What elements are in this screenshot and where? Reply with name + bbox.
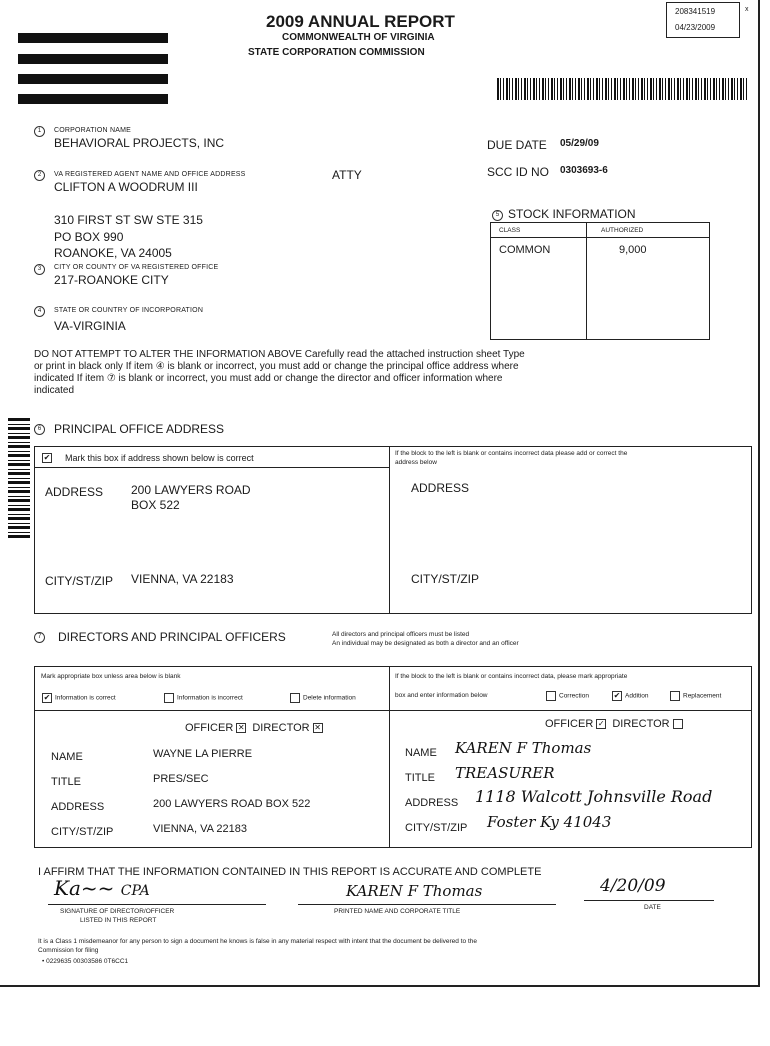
principal-address-label: ADDRESS [45, 485, 104, 499]
item-number-7: 7 [34, 632, 45, 643]
left-title-label: TITLE [51, 776, 81, 788]
left-officer-address: 200 LAWYERS ROAD BOX 522 [153, 798, 311, 810]
commonwealth-heading: COMMONWEALTH OF VIRGINIA [282, 32, 435, 43]
principal-right-note-2: address below [395, 459, 437, 466]
principal-right-note-1: If the block to the left is blank or contains incorrect data please add or correct the [395, 450, 628, 457]
stock-class: COMMON [499, 244, 551, 256]
left-name-label: NAME [51, 751, 83, 763]
footer-code: • 0229635 00303586 0T6CC1 [42, 958, 129, 965]
state-incorporation-value: VA-VIRGINIA [54, 319, 126, 333]
corporation-name-label: CORPORATION NAME [54, 127, 131, 134]
signature: Ka~~ CPA [54, 876, 150, 900]
city-county-value: 217-ROANOKE CITY [54, 273, 169, 287]
directors-box [34, 666, 752, 848]
right-csz-label[interactable]: CITY/ST/ZIP [411, 572, 480, 586]
scc-id-label: SCC ID NO [487, 165, 550, 179]
agent-label: VA REGISTERED AGENT NAME AND OFFICE ADDRESS [54, 171, 246, 178]
right-officer-title: TREASURER [455, 764, 555, 782]
instructions [34, 349, 744, 397]
report-title: 2009 ANNUAL REPORT [266, 12, 455, 31]
principal-address-1: 200 LAWYERS ROAD [131, 483, 251, 497]
side-barcode [8, 418, 30, 538]
printed-name-line [298, 904, 556, 905]
agent-name: CLIFTON A WOODRUM III [54, 180, 198, 194]
redaction-bar [18, 74, 168, 84]
corporation-name: BEHAVIORAL PROJECTS, INC [54, 136, 225, 150]
item-number-2: 2 [34, 170, 45, 181]
delete-info-option[interactable]: Delete information [287, 693, 356, 703]
due-date-label: DUE DATE [487, 138, 547, 152]
signature-label-1: SIGNATURE OF DIRECTOR/OFFICER [60, 908, 175, 915]
address-correct-label: Mark this box if address shown below is correct [65, 453, 254, 463]
stock-class-header: CLASS [499, 227, 521, 234]
right-officer-name: KAREN F Thomas [455, 739, 592, 757]
directors-note-1: All directors and principal officers must be listed [332, 631, 470, 638]
footer-warning-1: It is a Class 1 misdemeanor for any person to sign a document he knows is false in any material respect with intent that the document be delivered to the [38, 938, 477, 945]
agent-address-3: ROANOKE, VA 24005 [54, 246, 172, 260]
left-officer-flags: OFFICER ✕ DIRECTOR ✕ [185, 722, 321, 734]
agent-atty: ATTY [332, 168, 362, 182]
right-name-label: NAME [405, 747, 437, 759]
footer-warning-2: Commission for filing [38, 947, 99, 954]
principal-office-box [34, 446, 752, 614]
state-incorporation-label: STATE OR COUNTRY OF INCORPORATION [54, 307, 204, 314]
due-date-value: 05/29/09 [560, 138, 599, 149]
corner-mark: x [745, 6, 749, 13]
item-number-6: 6 [34, 424, 45, 435]
directors-title: DIRECTORS AND PRINCIPAL OFFICERS [58, 630, 286, 644]
right-header: If the block to the left is blank or contains incorrect data, please mark appropriate [395, 673, 628, 680]
date-label: DATE [644, 904, 661, 911]
item-number-1: 1 [34, 126, 45, 137]
left-address-label: ADDRESS [51, 801, 105, 813]
agent-address-1: 310 FIRST ST SW STE 315 [54, 213, 203, 227]
addition-option[interactable]: ✔ Addition [613, 691, 649, 700]
stock-info-title: STOCK INFORMATION [508, 207, 636, 221]
redaction-bar [18, 54, 168, 64]
agent-address-2: PO BOX 990 [54, 230, 124, 244]
item-number-5: 5 [492, 210, 503, 221]
left-officer-name: WAYNE LA PIERRE [153, 748, 253, 760]
principal-csz-label: CITY/ST/ZIP [45, 574, 114, 588]
signature-line [48, 904, 266, 905]
date-handwritten: 4/20/09 [600, 876, 666, 896]
item-number-4: 4 [34, 306, 45, 317]
info-correct-option[interactable]: ✔ Information is correct [43, 693, 116, 702]
barcode [497, 78, 749, 100]
printed-name-label: PRINTED NAME AND CORPORATE TITLE [334, 908, 461, 915]
instructions-line-3: indicated If item ⑦ is blank or incorrect, you must add or change the director and officer information where [34, 373, 503, 384]
right-officer-flags[interactable]: OFFICER ✓ DIRECTOR [545, 718, 686, 730]
right-header-2: box and enter information below [395, 692, 488, 699]
stock-table [490, 222, 710, 340]
instructions-line-1: DO NOT ATTEMPT TO ALTER THE INFORMATION ABOVE Carefully read the attached instruction sheet Type [34, 349, 525, 360]
scc-id-value: 0303693-6 [560, 165, 608, 176]
left-officer-title: PRES/SEC [153, 773, 209, 785]
right-officer-csz: Foster Ky 41043 [487, 813, 612, 831]
printed-name-handwritten: KAREN F Thomas [346, 882, 483, 900]
right-address-label: ADDRESS [405, 797, 459, 809]
date-line [584, 900, 714, 901]
instructions-line-4: indicated [34, 385, 75, 396]
address-correct-checkbox[interactable]: ✔ [43, 452, 51, 462]
principal-csz: VIENNA, VA 22183 [131, 572, 234, 586]
stamp-number: 208341519 [675, 7, 716, 16]
right-csz-label: CITY/ST/ZIP [405, 822, 468, 834]
right-address-label[interactable]: ADDRESS [411, 481, 470, 495]
correction-option[interactable]: Correction [543, 691, 589, 701]
replacement-option[interactable]: Replacement [667, 691, 721, 701]
left-header: Mark appropriate box unless area below is blank [41, 673, 181, 680]
stamp-date: 04/23/2009 [675, 23, 716, 32]
stock-authorized-header: AUTHORIZED [601, 227, 644, 234]
redaction-bar [18, 33, 168, 43]
city-county-label: CITY OR COUNTY OF VA REGISTERED OFFICE [54, 264, 219, 271]
redaction-bar [18, 94, 168, 104]
info-incorrect-option[interactable]: Information is incorrect [161, 693, 243, 703]
filing-stamp [666, 2, 740, 38]
right-title-label: TITLE [405, 772, 435, 784]
stock-authorized: 9,000 [619, 244, 647, 256]
principal-address-2: BOX 522 [131, 498, 180, 512]
right-officer-address: 1118 Walcott Johnsville Road [475, 787, 713, 806]
instructions-line-2: or print in black only If item ④ is blank or incorrect, you must add or change the principal office address where [34, 361, 519, 372]
affirmation-text: I AFFIRM THAT THE INFORMATION CONTAINED IN THIS REPORT IS ACCURATE AND COMPLETE [38, 866, 542, 878]
item-number-3: 3 [34, 264, 45, 275]
directors-note-2: An individual may be designated as both a director and an officer [332, 640, 519, 647]
left-officer-csz: VIENNA, VA 22183 [153, 823, 247, 835]
signature-label-2: LISTED IN THIS REPORT [80, 917, 157, 924]
left-csz-label: CITY/ST/ZIP [51, 826, 114, 838]
principal-office-title: PRINCIPAL OFFICE ADDRESS [54, 422, 225, 436]
commission-heading: STATE CORPORATION COMMISSION [248, 47, 425, 58]
